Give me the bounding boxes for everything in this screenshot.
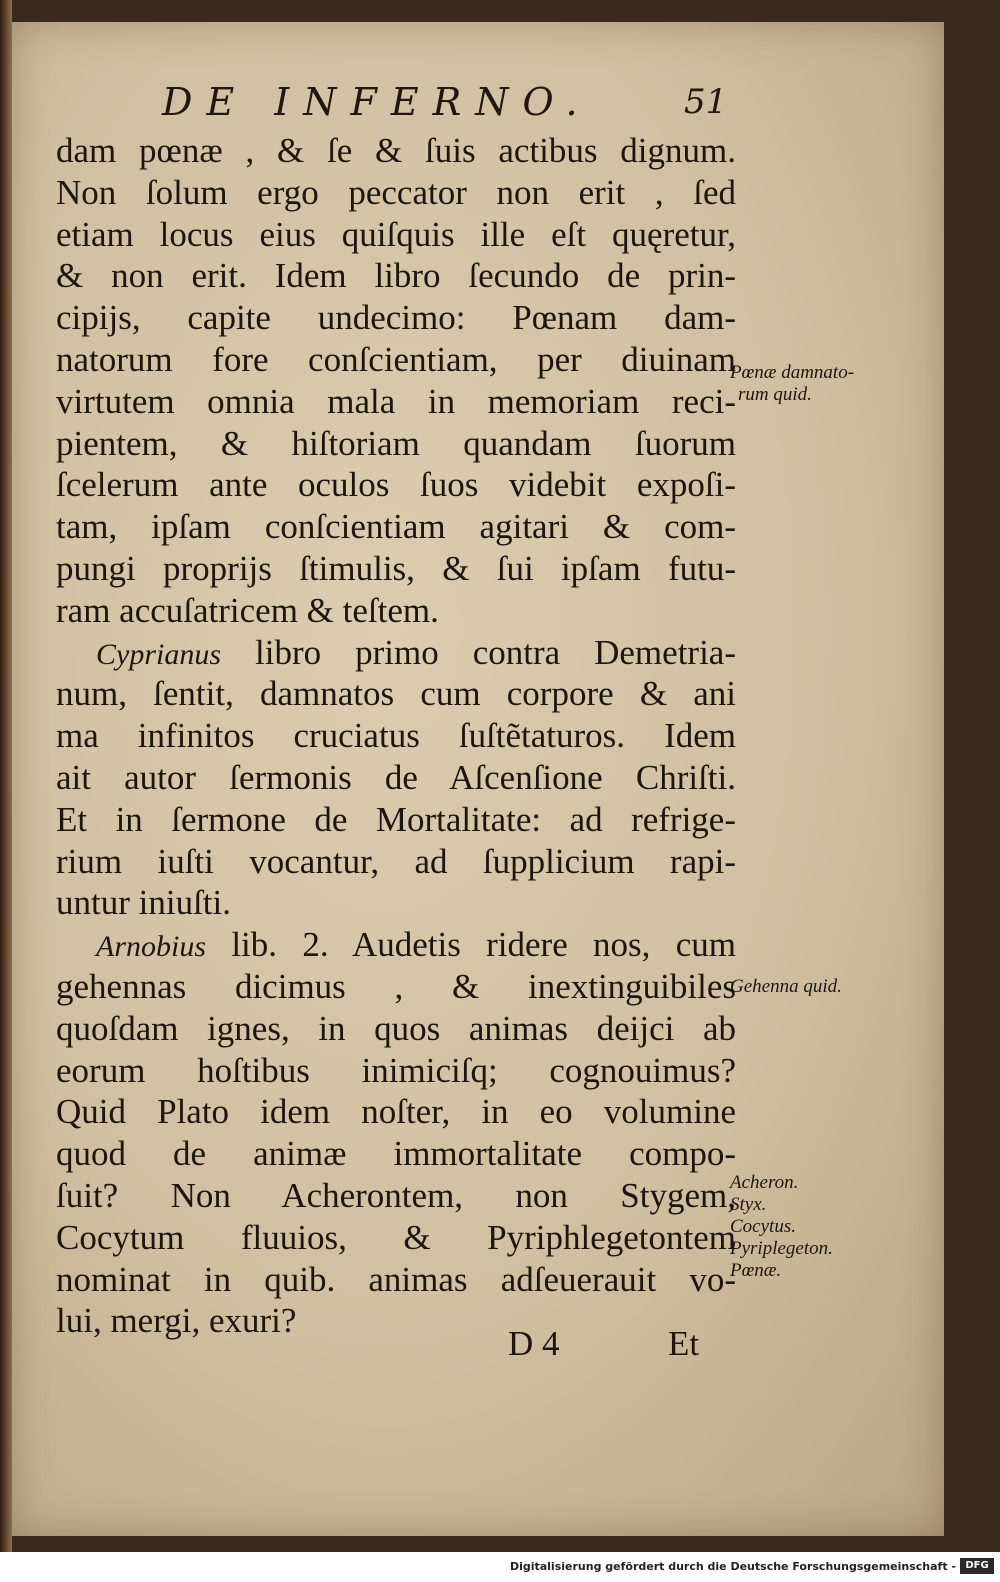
body-line-text: ma infinitos cruciatus ſuſtẽtaturos. Idem [56,716,736,756]
body-line [56,297,736,339]
body-line-text: ait autor ſermonis de Aſcenſione Chriſti. [56,758,736,797]
body-line-text: quod de animæ immortalitate compo- [56,1134,736,1174]
body-line [56,1175,736,1217]
body-line [56,590,736,632]
body-line-text: virtutem omnia mala in memoriam reci- [56,381,736,421]
body-line-text: libro primo contra Demetria- [221,632,736,672]
body-line-text: pientem, & hiſtoriam quandam ſuorum [56,423,736,463]
body-line [56,1133,736,1175]
book-page [12,22,944,1536]
funding-notice: Digitalisierung gefördert durch die Deutsche Forschungsgemeinschaft - [509,1560,956,1573]
marginal-note-poenae [730,362,940,406]
body-line [56,506,736,548]
marginal-note-line: Acheron. [730,1172,799,1193]
body-line [56,757,736,799]
body-line-text: ſcelerum ante oculos ſuos videbit expoſi- [56,465,736,505]
body-line-text: lui, mergi, exuri? [56,1301,297,1341]
body-line-text: Et in ſermone de Mortalitate: ad refrige- [56,799,736,839]
body-line-text: ſuit? Non Acherontem, non Stygem, [56,1176,736,1215]
author-name: Arnobius [96,930,207,964]
body-line-text: natorum fore conſcientiam, per diuinam [56,340,736,379]
marginal-note-rivers [730,1172,940,1282]
body-line [56,1050,736,1092]
marginal-note-line: Styx. [730,1194,767,1215]
body-line [56,214,736,256]
body-line-text: dam pœnæ , & ſe & ſuis actibus dignum. [56,131,736,170]
body-line-text: eorum hoſtibus inimiciſq; cognouimus? [56,1050,736,1090]
body-line [56,1091,736,1133]
body-line [56,172,736,214]
body-line-text: untur iniuſti. [56,883,231,923]
body-line [56,255,736,297]
body-line [56,1300,736,1342]
marginal-note-gehenna: Gehenna quid. [730,976,842,997]
signature-mark: D 4 [508,1324,560,1363]
body-line-text: cipijs, capite undecimo: Pœnam dam- [56,298,736,338]
body-line [56,381,736,423]
author-name: Cyprianus [96,637,222,671]
body-line-text: gehennas dicimus , & inextinguibiles [56,967,736,1006]
marginal-note-line: rum quid. [738,384,812,405]
book-spine [0,0,12,1552]
body-line [56,673,736,715]
footer-bar [0,1552,1000,1582]
page-number: 51 [684,82,728,122]
catchword: Et [668,1324,700,1363]
body-line [56,464,736,506]
body-line-text: quoſdam ignes, in quos animas deijci ab [56,1008,736,1048]
marginal-note-line: Pœnæ damnato- [730,362,855,383]
body-line [56,1008,736,1050]
body-line [56,715,736,757]
body-line-text: num, ſentit, damnatos cum corpore & ani [56,674,736,714]
dfg-logo-icon: DFG [960,1558,994,1574]
body-line-text: tam, ipſam conſcientiam agitari & com- [56,507,736,547]
body-line [56,882,736,924]
body-line-text: ram accuſatricem & teſtem. [56,590,439,630]
body-line-text: rium iuſti vocantur, ad ſupplicium rapi- [56,841,736,881]
body-line [56,1259,736,1301]
body-line-text: Cocytum fluuios, & Pyriphlegetontem [56,1217,736,1257]
body-line [56,841,736,883]
body-line [56,423,736,465]
body-line [56,1217,736,1259]
body-line [56,130,736,172]
marginal-note-line: Pœnæ. [730,1260,782,1281]
body-line [56,632,736,676]
body-line-text: Non ſolum ergo peccator non erit , ſed [56,172,736,212]
marginal-note-line: Pyriplegeton. [730,1238,833,1259]
body-line-text: & non erit. Idem libro ſecundo de prin- [56,256,736,296]
body-line [56,548,736,590]
body-line-text: lib. 2. Audetis ridere nos, cum [206,925,736,965]
body-line [56,799,736,841]
body-line-text: nominat in quib. animas adſeuerauit vo- [56,1259,736,1299]
body-line-text: Quid Plato idem noſter, in eo volumine [56,1092,736,1132]
body-line [56,339,736,381]
body-line-text: etiam locus eius quiſquis ille eſt quęretur, [56,214,736,254]
body-line-text: pungi proprijs ſtimulis, & ſui ipſam futu- [56,549,736,588]
body-line [56,966,736,1008]
body-line [56,924,736,968]
running-title: DE INFERNO. [162,80,592,124]
marginal-note-line: Cocytus. [730,1216,796,1237]
